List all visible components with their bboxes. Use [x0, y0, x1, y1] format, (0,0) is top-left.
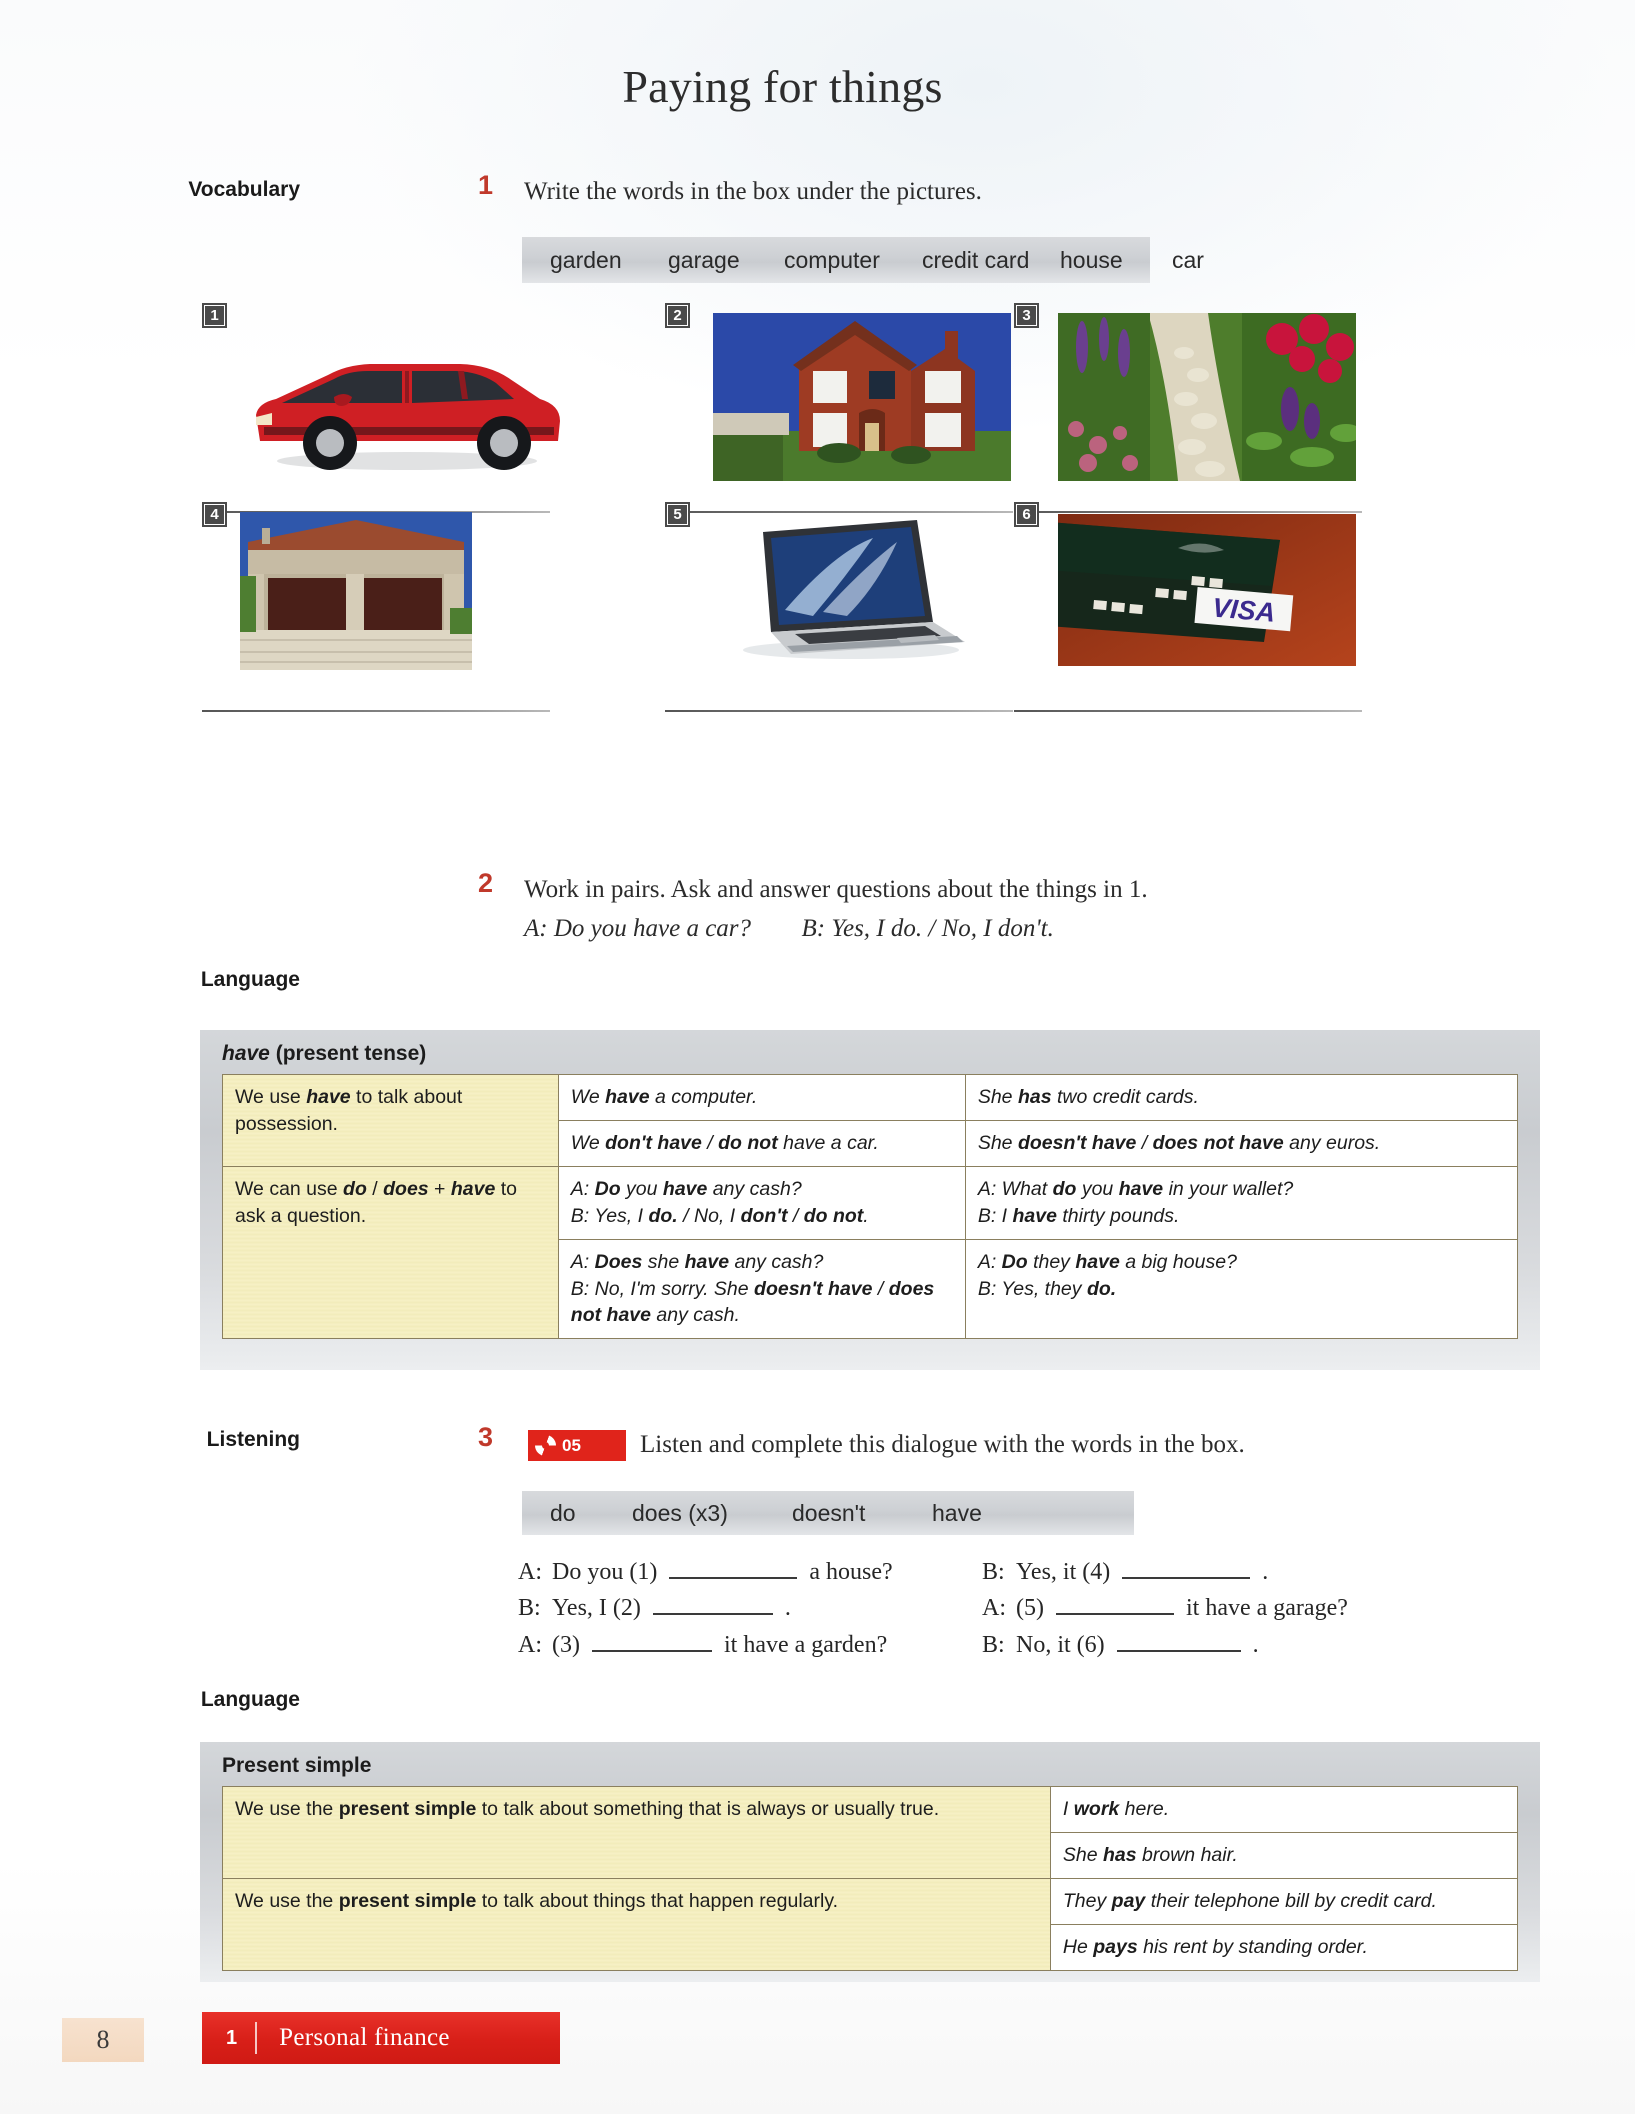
have-example-3-left: A: Do you have any cash? B: Yes, I do. / No, I don't / do not.	[558, 1166, 965, 1239]
dialogue-text-after: a house?	[803, 1559, 893, 1585]
dialogue-gap-input[interactable]	[1056, 1595, 1174, 1615]
table-row	[223, 1075, 1518, 1121]
dialogue-line	[518, 1590, 893, 1626]
footer-unit-number: 1	[226, 2026, 238, 2049]
exercise-2-example	[524, 912, 1054, 946]
dialogue-text-after: .	[1246, 1631, 1259, 1658]
have-example-1-left: We have a computer.	[558, 1075, 965, 1121]
exercise-3-dialogue-right	[982, 1554, 1348, 1663]
exercise-2-number: 2	[478, 868, 494, 898]
exercise-3-dialogue-left	[518, 1554, 893, 1663]
page-title-text: Paying for things	[622, 61, 943, 112]
audio-track-number: 05	[562, 1435, 581, 1455]
present-simple-example-2: She has brown hair.	[1050, 1832, 1517, 1878]
exercise-3-wordbank	[522, 1491, 1134, 1535]
dialogue-text-before: (3)	[552, 1631, 586, 1658]
exercise-3-number: 3	[478, 1422, 494, 1452]
photo-car	[242, 331, 572, 476]
present-simple-rule-1: We use the present simple to talk about something that is always or usually true.	[223, 1787, 1051, 1879]
section-label-vocabulary: Vocabulary	[188, 178, 300, 201]
dialogue-text-after: it have a garden?	[717, 1631, 888, 1658]
section-label-language-2: Language	[200, 1688, 300, 1711]
dialogue-text-before: (5)	[1016, 1595, 1050, 1622]
picture-cell-5	[665, 502, 1050, 737]
photo-computer	[727, 516, 975, 662]
table-row	[223, 1787, 1518, 1833]
dialogue-gap-input[interactable]	[653, 1595, 773, 1615]
svg-text:VISA: VISA	[1211, 592, 1277, 628]
have-example-4-left: A: Does she have any cash? B: No, I'm sorry. She doesn't have / does not have any cash.	[558, 1239, 965, 1339]
dialogue-speaker: B:	[518, 1595, 541, 1622]
dialogue-speaker: A:	[518, 1631, 542, 1658]
footer-unit-name: Personal finance	[279, 2024, 450, 2051]
footer-unit-bar	[202, 2012, 560, 2064]
language-box-have-title	[200, 1030, 1540, 1074]
page-number: 8	[62, 2018, 144, 2062]
section-label-listening: Listening	[206, 1428, 300, 1451]
wordbank2-word-have: have	[932, 1499, 982, 1526]
wordbank-word-garage: garage	[668, 246, 740, 273]
dialogue-text-after: it have a garage?	[1179, 1595, 1348, 1622]
language-box-have	[200, 1030, 1540, 1370]
have-example-2-left: We don't have / do not have a car.	[558, 1120, 965, 1166]
picture-cell-4	[202, 502, 587, 737]
have-example-2-right: She doesn't have / does not have any euros.	[965, 1120, 1517, 1166]
dialogue-gap-input[interactable]	[669, 1559, 797, 1579]
picture-badge-5: 5	[665, 502, 690, 527]
table-row	[223, 1166, 1518, 1239]
language-box-have-title-italic: have	[222, 1042, 270, 1065]
photo-house	[713, 313, 1011, 481]
section-label-language-1: Language	[200, 968, 300, 991]
present-simple-example-1: I work here.	[1050, 1787, 1517, 1833]
have-rule-1: We use have to talk about possession.	[223, 1075, 559, 1167]
exercise-1-instruction: Write the words in the box under the pictures.	[524, 178, 982, 205]
have-example-1-right: She has two credit cards.	[965, 1075, 1517, 1121]
present-simple-grammar-table	[222, 1786, 1518, 1971]
photo-garage	[240, 512, 472, 670]
have-example-4-right: A: Do they have a big house? B: Yes, they do.	[965, 1239, 1517, 1339]
language-box-present-simple	[200, 1742, 1540, 1982]
language-box-have-title-rest: (present tense)	[269, 1042, 427, 1065]
dialogue-text-before: Yes, I (2)	[552, 1595, 647, 1622]
exercise-1-wordbank	[522, 237, 1204, 283]
wordbank2-word-does-x3-: does (x3)	[632, 1499, 728, 1526]
dialogue-speaker: B:	[982, 1559, 1005, 1585]
table-row	[223, 1878, 1518, 1924]
audio-track-badge[interactable]	[528, 1430, 626, 1461]
picture-badge-2: 2	[665, 303, 690, 328]
picture-badge-1: 1	[202, 303, 227, 328]
wordbank-word-credit-card: credit card	[922, 246, 1030, 273]
dialogue-text-before: Yes, it (4)	[1016, 1559, 1117, 1585]
dialogue-line	[982, 1590, 1348, 1626]
wordbank2-word-do: do	[550, 1499, 576, 1526]
dialogue-speaker: A:	[982, 1595, 1006, 1622]
answer-line-6[interactable]	[1014, 710, 1362, 712]
answer-line-5[interactable]	[665, 710, 1013, 712]
answer-line-4[interactable]	[202, 710, 550, 712]
picture-cell-6	[1014, 502, 1399, 737]
dialogue-text-before: Do you (1)	[552, 1559, 664, 1585]
dialogue-line	[982, 1627, 1348, 1663]
dialogue-gap-input[interactable]	[1122, 1559, 1250, 1579]
exercise-3-instruction: Listen and complete this dialogue with the words in the box.	[640, 1431, 1245, 1458]
dialogue-line	[982, 1554, 1348, 1590]
dialogue-gap-input[interactable]	[1117, 1632, 1241, 1652]
dialogue-text-after: .	[778, 1595, 791, 1622]
present-simple-rule-2: We use the present simple to talk about things that happen regularly.	[223, 1878, 1051, 1970]
dialogue-speaker: A:	[518, 1559, 542, 1585]
exercise-2-instruction: Work in pairs. Ask and answer questions about the things in 1.	[524, 876, 1148, 903]
dialogue-speaker: B:	[982, 1631, 1005, 1658]
exercise-1-number: 1	[478, 170, 494, 200]
cd-disc-icon	[535, 1435, 556, 1456]
language-box-present-simple-title-text: Present simple	[222, 1754, 372, 1777]
picture-badge-3: 3	[1014, 303, 1039, 328]
dialogue-text-before: No, it (6)	[1016, 1631, 1111, 1658]
present-simple-example-4: He pays his rent by standing order.	[1050, 1924, 1517, 1970]
wordbank2-word-doesn-t: doesn't	[792, 1499, 866, 1526]
exercise-2-example-a: A: Do you have a car?	[524, 915, 752, 942]
dialogue-line	[518, 1554, 893, 1590]
have-rule-2: We can use do / does + have to ask a question.	[223, 1166, 559, 1339]
dialogue-text-after: .	[1256, 1559, 1269, 1585]
present-simple-example-3: They pay their telephone bill by credit card.	[1050, 1878, 1517, 1924]
picture-badge-4: 4	[202, 502, 227, 527]
wordbank-word-garden: garden	[550, 246, 622, 273]
have-example-3-right: A: What do you have in your wallet? B: I have thirty pounds.	[965, 1166, 1517, 1239]
photo-garden	[1058, 313, 1356, 481]
have-grammar-table	[222, 1074, 1518, 1339]
wordbank-word-house: house	[1060, 246, 1123, 273]
dialogue-gap-input[interactable]	[592, 1632, 712, 1652]
wordbank-word-computer: computer	[784, 246, 880, 273]
language-box-present-simple-title	[200, 1742, 1540, 1786]
exercise-2-example-b: B: Yes, I do. / No, I don't.	[801, 915, 1054, 942]
picture-badge-6: 6	[1014, 502, 1039, 527]
page-title	[0, 60, 1635, 113]
wordbank-word-car: car	[1172, 246, 1204, 273]
photo-credit-card	[1058, 514, 1356, 666]
dialogue-line	[518, 1627, 893, 1663]
